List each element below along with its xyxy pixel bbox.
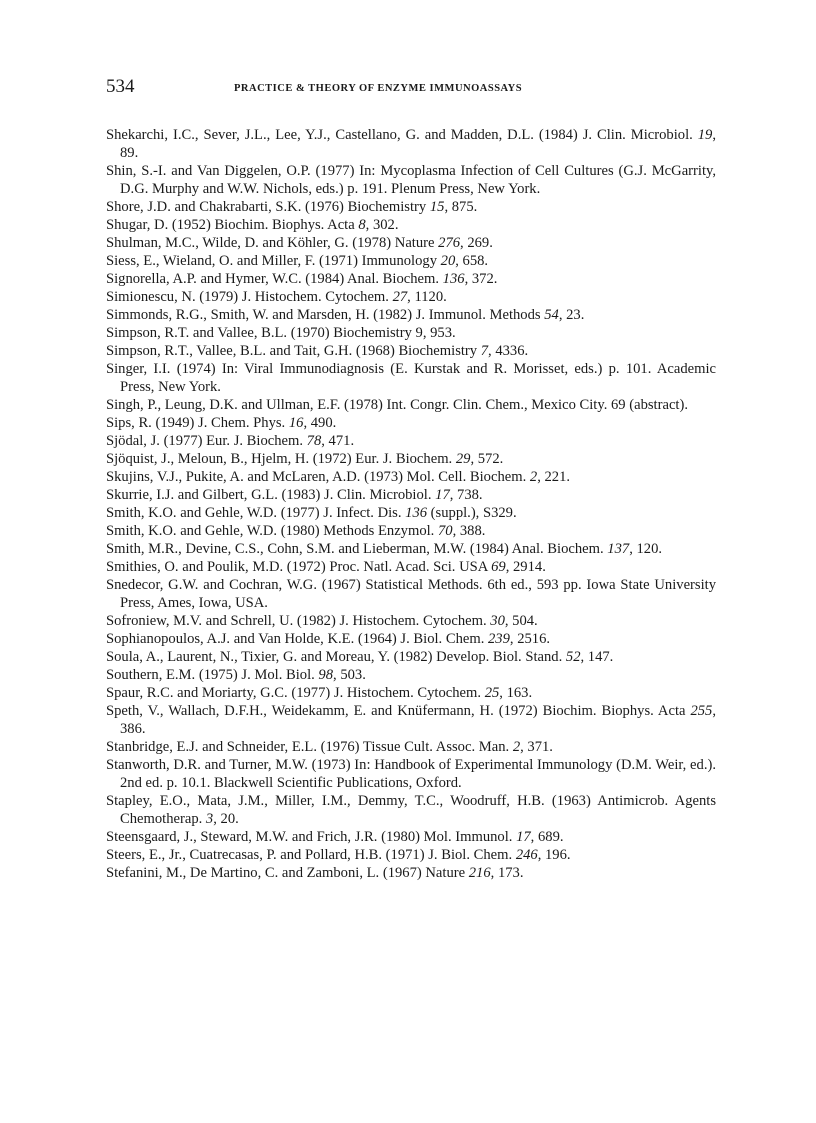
reference-text: Spaur, R.C. and Moriarty, G.C. (1977) J. Histochem. Cytochem. xyxy=(106,685,485,701)
reference-entry xyxy=(106,288,716,306)
reference-entry xyxy=(106,612,716,630)
reference-pages: , 147. xyxy=(580,649,614,665)
reference-volume: 29 xyxy=(455,451,471,467)
reference-pages: , 20. xyxy=(213,811,239,827)
reference-text: Smithies, O. and Poulik, M.D. (1972) Proc. Natl. Acad. Sci. USA xyxy=(106,559,492,575)
reference-pages: , 221. xyxy=(537,469,571,485)
reference-text: Simmonds, R.G., Smith, W. and Marsden, H. (1982) J. Immunol. Methods xyxy=(106,307,545,323)
reference-volume: 17 xyxy=(516,829,531,845)
reference-entry xyxy=(106,342,716,360)
reference-entry xyxy=(106,162,716,198)
reference-volume: 136 xyxy=(442,271,465,287)
reference-volume: 2 xyxy=(512,739,521,755)
reference-volume: 52 xyxy=(565,649,581,665)
reference-volume: 137 xyxy=(607,541,630,557)
reference-entry xyxy=(106,468,716,486)
reference-volume: 8 xyxy=(358,217,366,233)
reference-text: Signorella, A.P. and Hymer, W.C. (1984) Anal. Biochem. xyxy=(106,271,443,287)
reference-pages: , 388. xyxy=(452,523,486,539)
reference-entry xyxy=(106,684,716,702)
reference-text: Sips, R. (1949) J. Chem. Phys. xyxy=(106,415,289,431)
reference-entry xyxy=(106,558,716,576)
reference-pages: , 372. xyxy=(464,271,498,287)
reference-entry xyxy=(106,486,716,504)
reference-entry xyxy=(106,504,716,522)
reference-text: Smith, M.R., Devine, C.S., Cohn, S.M. and Lieberman, M.W. (1984) Anal. Biochem. xyxy=(106,541,608,557)
reference-text: Shin, S.-I. and Van Diggelen, O.P. (1977) In: Mycoplasma Infection of Cell Cultures (G.J. McGarrity, D.G. Murphy and W.W. Nichols, eds.) p. 191. Plenum Press, New York. xyxy=(106,163,716,197)
reference-text: Southern, E.M. (1975) J. Mol. Biol. xyxy=(106,667,319,683)
reference-entry xyxy=(106,360,716,396)
reference-volume: 27 xyxy=(392,289,408,305)
reference-entry xyxy=(106,324,716,342)
reference-pages: , 4336. xyxy=(488,343,529,359)
reference-volume: 239 xyxy=(488,631,510,647)
reference-pages: , 490. xyxy=(303,415,337,431)
reference-text: Speth, V., Wallach, D.F.H., Weidekamm, E. and Knüfermann, H. (1972) Biochim. Biophys. Acta xyxy=(106,703,691,719)
reference-volume: 15 xyxy=(429,199,445,215)
reference-volume: 17 xyxy=(435,487,450,503)
reference-pages: , 196. xyxy=(537,847,571,863)
reference-volume: 3 xyxy=(205,811,214,827)
reference-entry xyxy=(106,864,716,882)
reference-pages: , 503. xyxy=(333,667,366,683)
reference-volume: 216 xyxy=(468,865,491,881)
reference-entry xyxy=(106,792,716,828)
reference-text: Shekarchi, I.C., Sever, J.L., Lee, Y.J., Castellano, G. and Madden, D.L. (1984) J. Clin. Microbiol. xyxy=(106,127,698,143)
reference-volume: 16 xyxy=(288,415,304,431)
reference-entry xyxy=(106,216,716,234)
reference-entry xyxy=(106,630,716,648)
reference-text: Sjödal, J. (1977) Eur. J. Biochem. xyxy=(106,433,307,449)
reference-text: Simionescu, N. (1979) J. Histochem. Cytochem. xyxy=(106,289,393,305)
reference-text: Soula, A., Laurent, N., Tixier, G. and Moreau, Y. (1982) Develop. Biol. Stand. xyxy=(106,649,566,665)
reference-text: Shulman, M.C., Wilde, D. and Köhler, G. (1978) Nature xyxy=(106,235,439,251)
reference-text: Singer, I.I. (1974) In: Viral Immunodiagnosis (E. Kurstak and R. Morisset, eds.) p. 101. Academic Press, New York. xyxy=(106,361,716,395)
reference-text: Simpson, R.T., Vallee, B.L. and Tait, G.H. (1968) Biochemistry xyxy=(106,343,481,359)
reference-volume: 276 xyxy=(438,235,461,251)
reference-pages: , 2516. xyxy=(509,631,551,647)
reference-entry xyxy=(106,576,716,612)
reference-text: Stanbridge, E.J. and Schneider, E.L. (1976) Tissue Cult. Assoc. Man. xyxy=(106,739,513,755)
reference-entry xyxy=(106,306,716,324)
reference-volume: 7 xyxy=(480,343,489,359)
reference-volume: 255 xyxy=(690,703,713,719)
reference-text: Shugar, D. (1952) Biochim. Biophys. Acta xyxy=(106,217,359,233)
reference-entry xyxy=(106,648,716,666)
reference-entry xyxy=(106,396,716,414)
reference-text: Skujins, V.J., Pukite, A. and McLaren, A.D. (1973) Mol. Cell. Biochem. xyxy=(106,469,530,485)
reference-entry xyxy=(106,414,716,432)
reference-text: Singh, P., Leung, D.K. and Ullman, E.F. (1978) Int. Congr. Clin. Chem., Mexico City. 69 (abstract). xyxy=(106,397,688,413)
reference-entry xyxy=(106,432,716,450)
reference-entry xyxy=(106,198,716,216)
reference-entry xyxy=(106,828,716,846)
reference-entry xyxy=(106,450,716,468)
reference-pages: , 23. xyxy=(558,307,585,323)
reference-volume: 69 xyxy=(491,559,506,575)
reference-entry xyxy=(106,666,716,684)
reference-volume: 70 xyxy=(437,523,453,539)
reference-volume: 2 xyxy=(529,469,538,485)
reference-pages: , 2914. xyxy=(505,559,546,575)
reference-entry xyxy=(106,756,716,792)
reference-pages: , 1120. xyxy=(407,289,447,305)
reference-volume: 98 xyxy=(318,667,334,683)
reference-text: Sjöquist, J., Meloun, B., Hjelm, H. (1972) Eur. J. Biochem. xyxy=(106,451,456,467)
reference-text: Steensgaard, J., Steward, M.W. and Frich, J.R. (1980) Mol. Immunol. xyxy=(106,829,517,845)
page-header xyxy=(106,76,756,100)
reference-pages: , 658. xyxy=(455,253,489,269)
reference-pages: , 89. xyxy=(120,127,716,161)
reference-text: Simpson, R.T. and Vallee, B.L. (1970) Biochemistry 9, 953. xyxy=(106,325,456,341)
reference-text: Shore, J.D. and Chakrabarti, S.K. (1976) Biochemistry xyxy=(106,199,430,215)
reference-pages: , 371. xyxy=(520,739,553,755)
reference-pages: , 173. xyxy=(490,865,524,881)
reference-volume: 25 xyxy=(484,685,500,701)
reference-volume: 54 xyxy=(544,307,559,323)
reference-volume: 19 xyxy=(697,127,713,143)
reference-text: Smith, K.O. and Gehle, W.D. (1980) Methods Enzymol. xyxy=(106,523,438,539)
reference-text: Snedecor, G.W. and Cochran, W.G. (1967) Statistical Methods. 6th ed., 593 pp. Iowa State University Press, Ames, Iowa, USA. xyxy=(106,577,716,611)
reference-text: Steers, E., Jr., Cuatrecasas, P. and Pollard, H.B. (1971) J. Biol. Chem. xyxy=(106,847,516,863)
reference-volume: 30 xyxy=(490,613,505,629)
reference-entry xyxy=(106,540,716,558)
reference-entry xyxy=(106,126,716,162)
reference-pages: , 269. xyxy=(460,235,493,251)
reference-pages: , 689. xyxy=(530,829,564,845)
reference-volume: 136 xyxy=(405,505,428,521)
running-head: PRACTICE & THEORY OF ENZYME IMMUNOASSAYS xyxy=(234,83,523,94)
reference-entry xyxy=(106,522,716,540)
reference-pages: , 572. xyxy=(470,451,504,467)
reference-text: Smith, K.O. and Gehle, W.D. (1977) J. Infect. Dis. xyxy=(106,505,406,521)
reference-pages: , 120. xyxy=(629,541,663,557)
reference-text: Skurrie, I.J. and Gilbert, G.L. (1983) J. Clin. Microbiol. xyxy=(106,487,436,503)
reference-pages: , 504. xyxy=(504,613,538,629)
reference-pages: , 302. xyxy=(365,217,399,233)
reference-entry xyxy=(106,846,716,864)
reference-text: Sofroniew, M.V. and Schrell, U. (1982) J. Histochem. Cytochem. xyxy=(106,613,491,629)
reference-pages: , 163. xyxy=(499,685,533,701)
reference-entry xyxy=(106,738,716,756)
reference-volume: 20 xyxy=(440,253,456,269)
reference-text: Stefanini, M., De Martino, C. and Zamboni, L. (1967) Nature xyxy=(106,865,469,881)
reference-text: Stanworth, D.R. and Turner, M.W. (1973) In: Handbook of Experimental Immunology (D.M. Weir, ed.). 2nd ed. p. 10.1. Blackwell Scientific Publications, Oxford. xyxy=(106,757,716,791)
reference-pages: , 738. xyxy=(449,487,483,503)
reference-text: Stapley, E.O., Mata, J.M., Miller, I.M., Demmy, T.C., Woodruff, H.B. (1963) Antimicrob. Agents Chemotherap. xyxy=(106,793,716,827)
page-number: 534 xyxy=(106,76,135,97)
reference-volume: 246 xyxy=(515,847,538,863)
reference-text: Sophianopoulos, A.J. and Van Holde, K.E. (1964) J. Biol. Chem. xyxy=(106,631,488,647)
reference-entry xyxy=(106,702,716,738)
reference-pages: , 875. xyxy=(444,199,478,215)
reference-volume: 78 xyxy=(306,433,322,449)
reference-list xyxy=(106,126,716,882)
reference-pages: , 386. xyxy=(120,703,716,737)
reference-pages: (suppl.), S329. xyxy=(427,505,517,521)
reference-text: Siess, E., Wieland, O. and Miller, F. (1971) Immunology xyxy=(106,253,441,269)
reference-entry xyxy=(106,270,716,288)
reference-entry xyxy=(106,234,716,252)
reference-entry xyxy=(106,252,716,270)
reference-pages: , 471. xyxy=(321,433,355,449)
